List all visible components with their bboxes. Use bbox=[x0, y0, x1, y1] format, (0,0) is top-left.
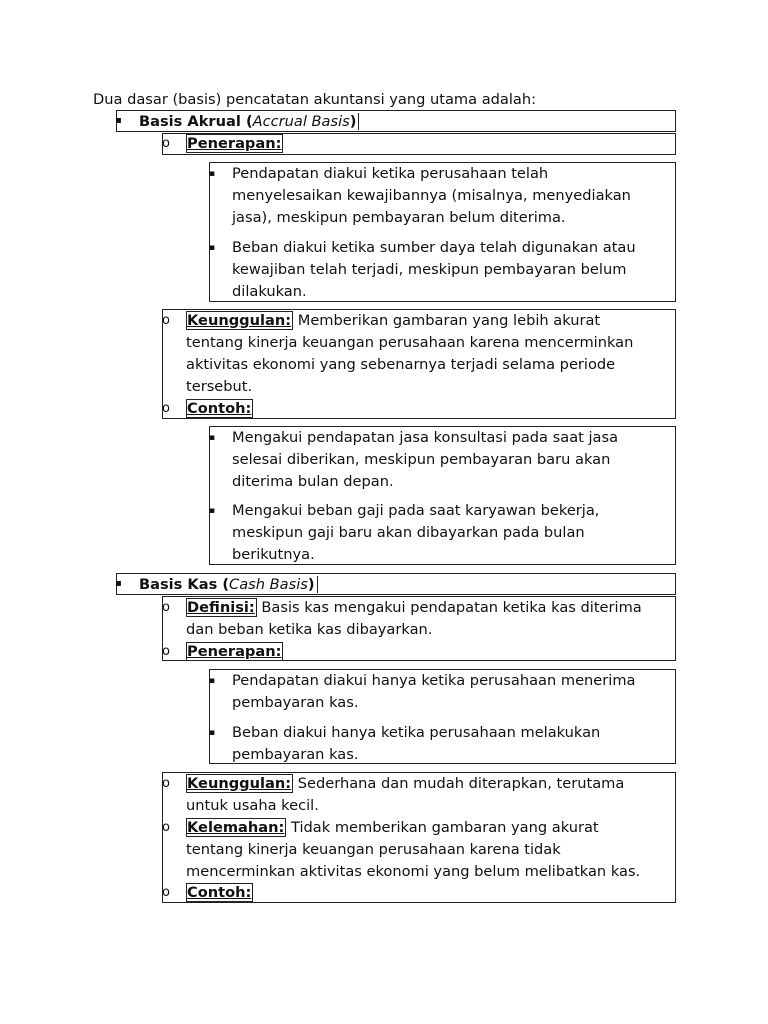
accrual-penerapan-bullet: o bbox=[162, 136, 170, 151]
cash-definisi-label: Definisi: bbox=[187, 599, 255, 616]
cash-definisi-line-2: dan beban ketika kas dibayarkan. bbox=[186, 621, 433, 638]
intro-text: Dua dasar (basis) pencatatan akuntansi yang utama adalah: bbox=[93, 91, 537, 108]
cash-keunggulan-line-2: untuk usaha kecil. bbox=[186, 797, 319, 814]
accrual-keunggulan-line-4: tersebut. bbox=[186, 378, 253, 395]
accrual-contoh-item-2-line-1: Mengakui beban gaji pada saat karyawan bekerja, bbox=[232, 502, 600, 519]
cash-heading: Basis Kas (Cash Basis) bbox=[139, 574, 318, 596]
accrual-penerapan-item-2-bullet: ▪ bbox=[209, 243, 216, 253]
accrual-contoh-bullet: o bbox=[162, 401, 170, 416]
accrual-penerapan-item-2-line-3: dilakukan. bbox=[232, 283, 307, 300]
accrual-heading: Basis Akrual (Accrual Basis) bbox=[139, 111, 359, 133]
accrual-penerapan-item-1-line-3: jasa), meskipun pembayaran belum diterima. bbox=[232, 209, 566, 226]
accrual-penerapan-heading: Penerapan: bbox=[187, 135, 282, 152]
cash-penerapan-item-1-line-2: pembayaran kas. bbox=[232, 694, 359, 711]
accrual-contoh-item-1-bullet: ▪ bbox=[209, 433, 216, 443]
accrual-bullet: ▪ bbox=[115, 115, 122, 126]
accrual-keunggulan-line-1: Keunggulan: Memberikan gambaran yang lebih akurat bbox=[187, 312, 601, 329]
cash-penerapan-bullet: o bbox=[162, 644, 170, 659]
accrual-contoh-heading: Contoh: bbox=[187, 400, 252, 417]
cash-bullet: ▪ bbox=[115, 578, 122, 589]
accrual-penerapan-item-2-line-2: kewajiban telah terjadi, meskipun pembayaran belum bbox=[232, 261, 627, 278]
cash-definisi-line-1: Definisi: Basis kas mengakui pendapatan ketika kas diterima bbox=[187, 599, 642, 616]
accrual-contoh-item-1-line-1: Mengakui pendapatan jasa konsultasi pada saat jasa bbox=[232, 429, 619, 446]
cash-penerapan-item-2-line-2: pembayaran kas. bbox=[232, 746, 359, 763]
accrual-contoh-item-2-bullet: ▪ bbox=[209, 506, 216, 516]
cash-penerapan-item-1-bullet: ▪ bbox=[209, 676, 216, 686]
accrual-penerapan-item-2-line-1: Beban diakui ketika sumber daya telah digunakan atau bbox=[232, 239, 636, 256]
accrual-penerapan-item-1-line-1: Pendapatan diakui ketika perusahaan telah bbox=[232, 165, 549, 182]
cash-penerapan-heading: Penerapan: bbox=[187, 643, 282, 660]
cash-contoh-heading: Contoh: bbox=[187, 884, 252, 901]
accrual-contoh-item-2-line-2: meskipun gaji baru akan dibayarkan pada bulan bbox=[232, 524, 585, 541]
cash-penerapan-item-1-line-1: Pendapatan diakui hanya ketika perusahaan menerima bbox=[232, 672, 636, 689]
cash-penerapan-item-2-line-1: Beban diakui hanya ketika perusahaan melakukan bbox=[232, 724, 601, 741]
accrual-contoh-item-1-line-2: selesai diberikan, meskipun pembayaran baru akan bbox=[232, 451, 611, 468]
cash-kelemahan-label: Kelemahan: bbox=[187, 819, 285, 836]
cash-keunggulan-label: Keunggulan: bbox=[187, 775, 292, 792]
cash-kelemahan-line-1: Kelemahan: Tidak memberikan gambaran yang akurat bbox=[187, 819, 599, 836]
accrual-contoh-item-2-line-3: berikutnya. bbox=[232, 546, 315, 563]
accrual-keunggulan-label: Keunggulan: bbox=[187, 312, 292, 329]
cash-definisi-bullet: o bbox=[162, 600, 170, 615]
cash-keunggulan-bullet: o bbox=[162, 776, 170, 791]
cash-kelemahan-bullet: o bbox=[162, 820, 170, 835]
accrual-keunggulan-line-2: tentang kinerja keuangan perusahaan karena mencerminkan bbox=[186, 334, 634, 351]
cash-kelemahan-line-2: tentang kinerja keuangan perusahaan karena tidak bbox=[186, 841, 561, 858]
cash-contoh-bullet: o bbox=[162, 885, 170, 900]
cash-kelemahan-line-3: mencerminkan aktivitas ekonomi yang belum melibatkan kas. bbox=[186, 863, 641, 880]
accrual-contoh-item-1-line-3: diterima bulan depan. bbox=[232, 473, 394, 490]
cash-keunggulan-line-1: Keunggulan: Sederhana dan mudah diterapkan, terutama bbox=[187, 775, 625, 792]
accrual-penerapan-item-1-line-2: menyelesaikan kewajibannya (misalnya, menyediakan bbox=[232, 187, 631, 204]
accrual-keunggulan-bullet: o bbox=[162, 313, 170, 328]
accrual-penerapan-item-1-bullet: ▪ bbox=[209, 169, 216, 179]
cash-penerapan-item-2-bullet: ▪ bbox=[209, 728, 216, 738]
accrual-keunggulan-line-3: aktivitas ekonomi yang sebenarnya terjadi selama periode bbox=[186, 356, 616, 373]
